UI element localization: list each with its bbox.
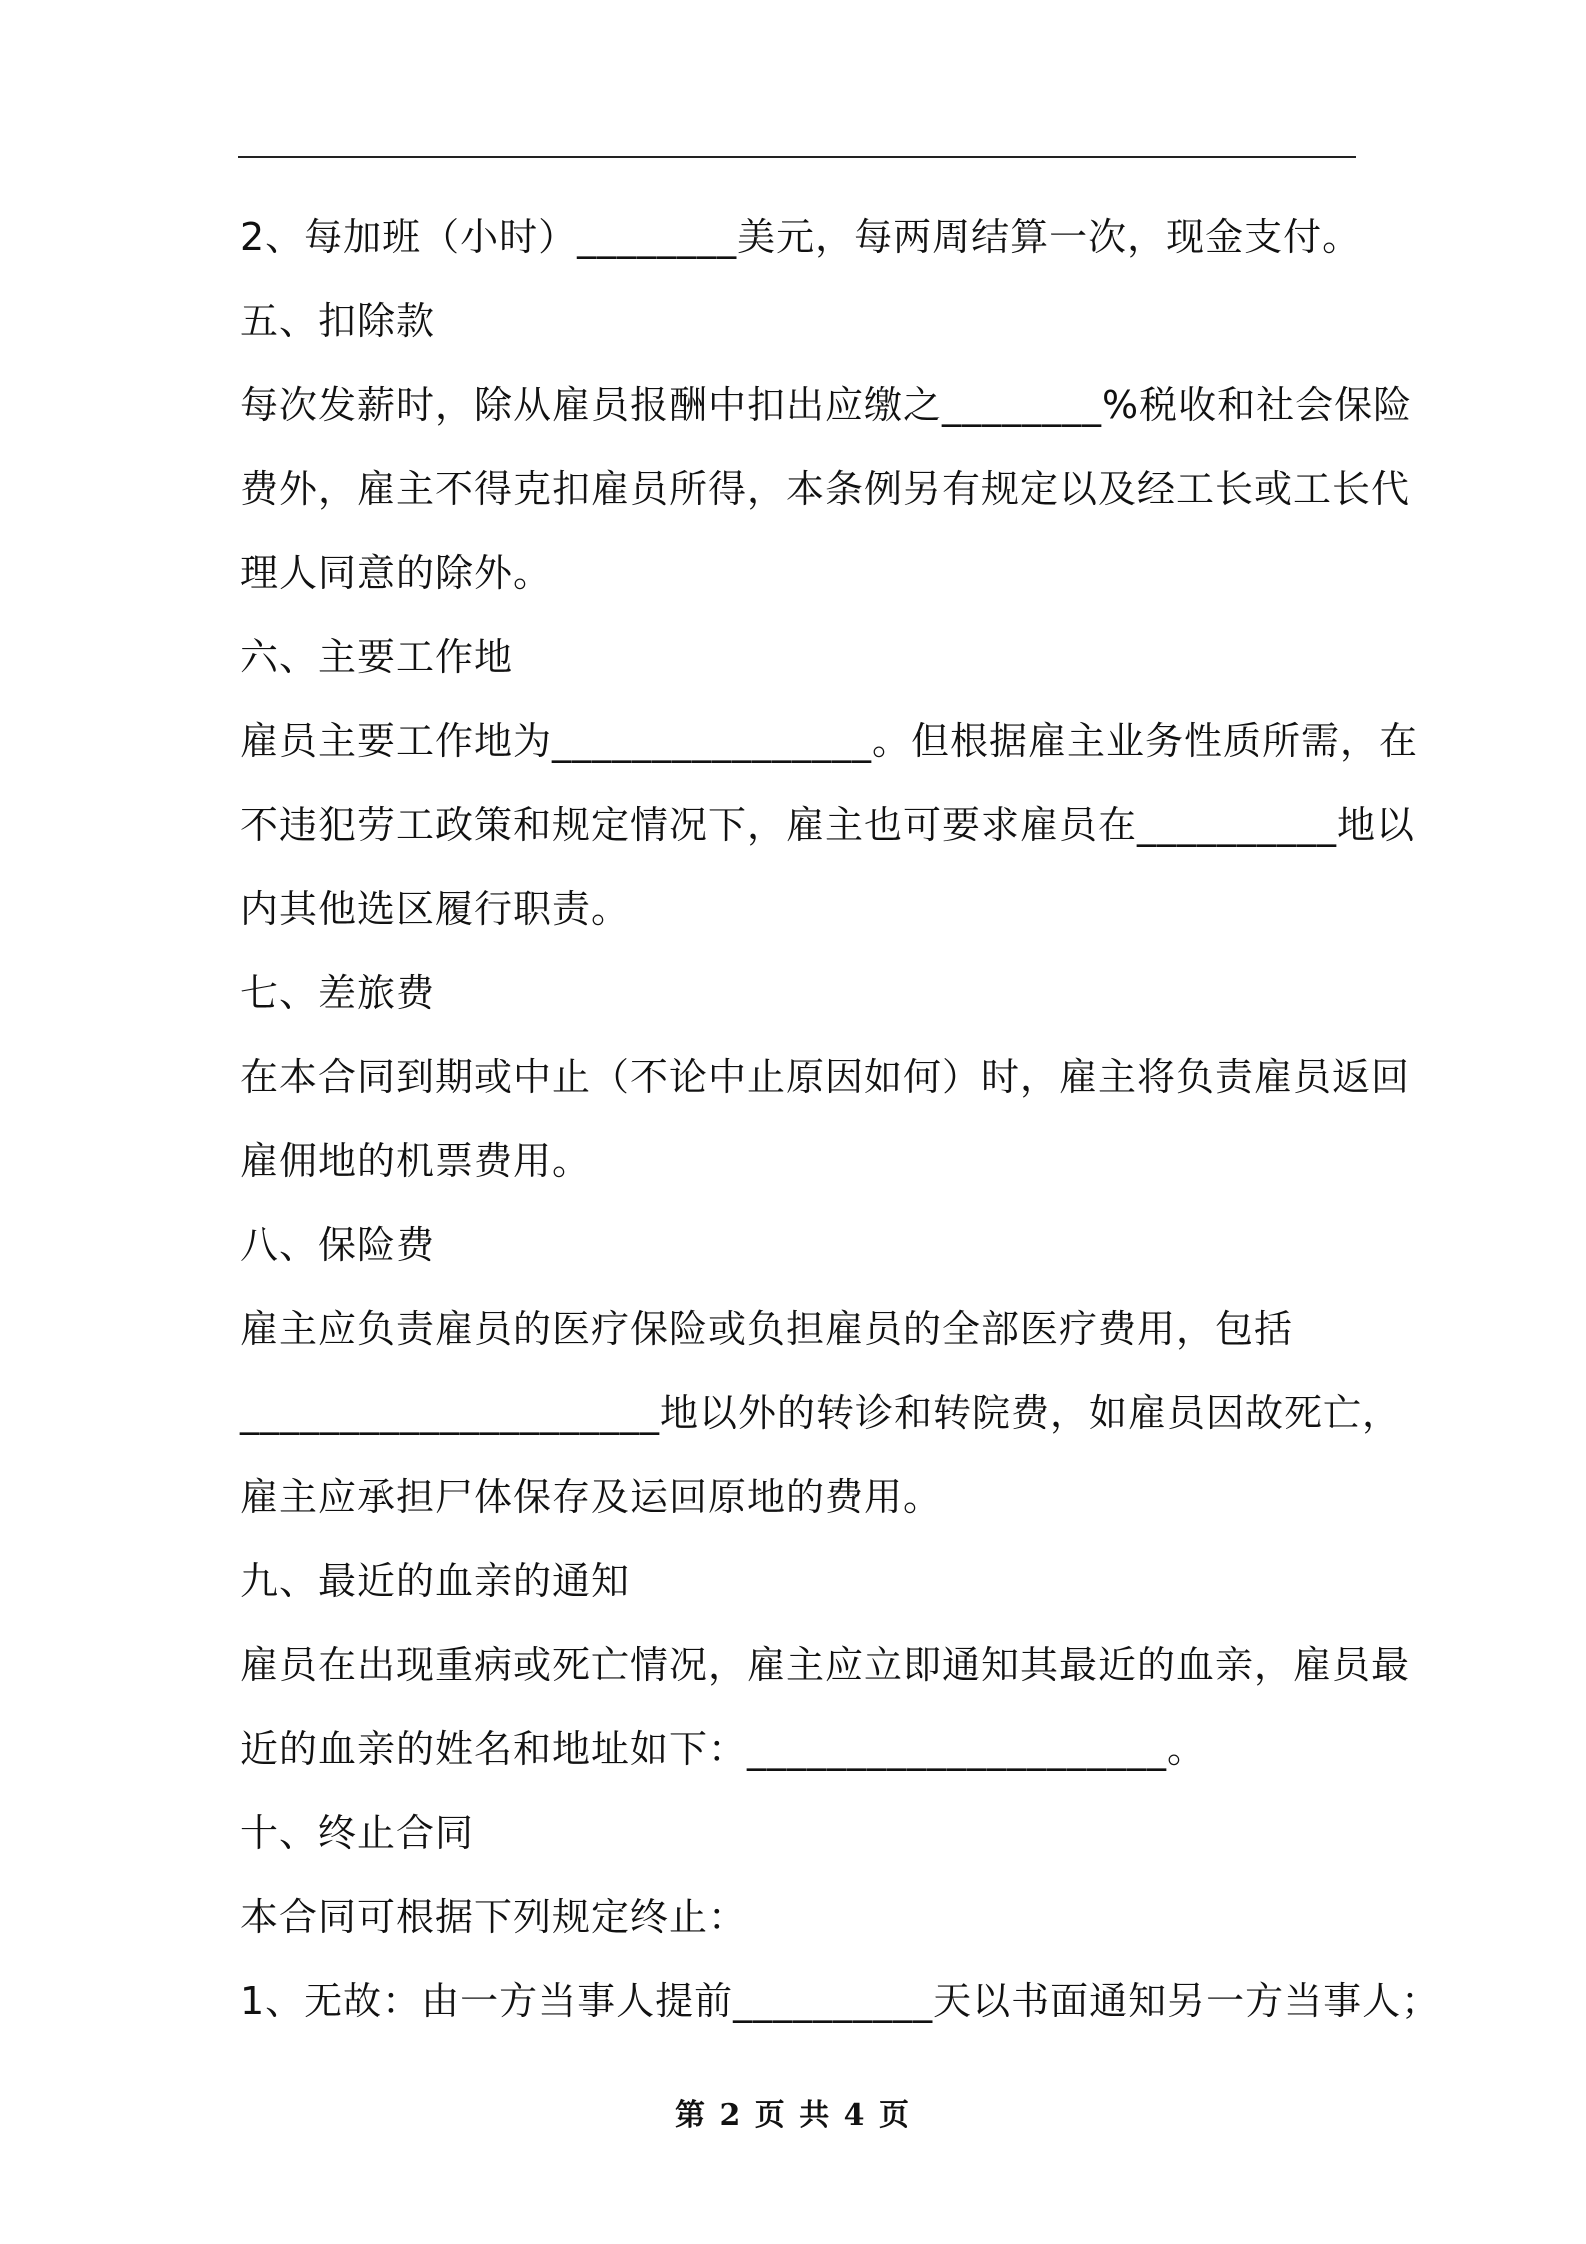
clause-line: 雇佣地的机票费用。 [240,1139,592,1183]
clause-line: 不违犯劳工政策和规定情况下，雇主也可要求雇员在__________地以 [240,803,1416,847]
clause-line: 1、无故：由一方当事人提前__________天以书面通知另一方当事人； [240,1979,1441,2023]
clause-line: 2、每加班（小时）________美元，每两周结算一次，现金支付。 [240,215,1362,259]
page-footer: 第 2 页 共 4 页 [675,2098,911,2133]
section-heading: 六、主要工作地 [240,635,514,679]
section-heading: 七、差旅费 [240,971,436,1015]
clause-line: 内其他选区履行职责。 [240,887,631,931]
clause-line: 雇员主要工作地为________________。但根据雇主业务性质所需，在 [240,719,1419,763]
clause-line: 近的血亲的姓名和地址如下：_____________________。 [240,1727,1207,1771]
clause-line: 理人同意的除外。 [240,551,553,595]
header-rule [238,156,1356,158]
section-heading: 九、最近的血亲的通知 [240,1559,631,1603]
section-heading: 十、终止合同 [240,1811,475,1855]
clause-line: 雇员在出现重病或死亡情况，雇主应立即通知其最近的血亲，雇员最 [240,1643,1411,1687]
document-body [240,195,1441,2043]
section-heading: 八、保险费 [240,1223,436,1267]
clause-line: 雇主应承担尸体保存及运回原地的费用。 [240,1475,943,1519]
clause-line: 本合同可根据下列规定终止： [240,1895,748,1939]
section-heading: 五、扣除款 [240,299,436,343]
clause-line: 雇主应负责雇员的医疗保险或负担雇员的全部医疗费用，包括 [240,1307,1294,1351]
clause-line: _____________________地以外的转诊和转院费，如雇员因故死亡， [240,1391,1402,1435]
clause-line: 费外，雇主不得克扣雇员所得，本条例另有规定以及经工长或工长代 [240,467,1411,511]
clause-line: 在本合同到期或中止（不论中止原因如何）时，雇主将负责雇员返回 [240,1055,1411,1099]
clause-line: 每次发薪时，除从雇员报酬中扣出应缴之________%税收和社会保险 [240,383,1413,427]
